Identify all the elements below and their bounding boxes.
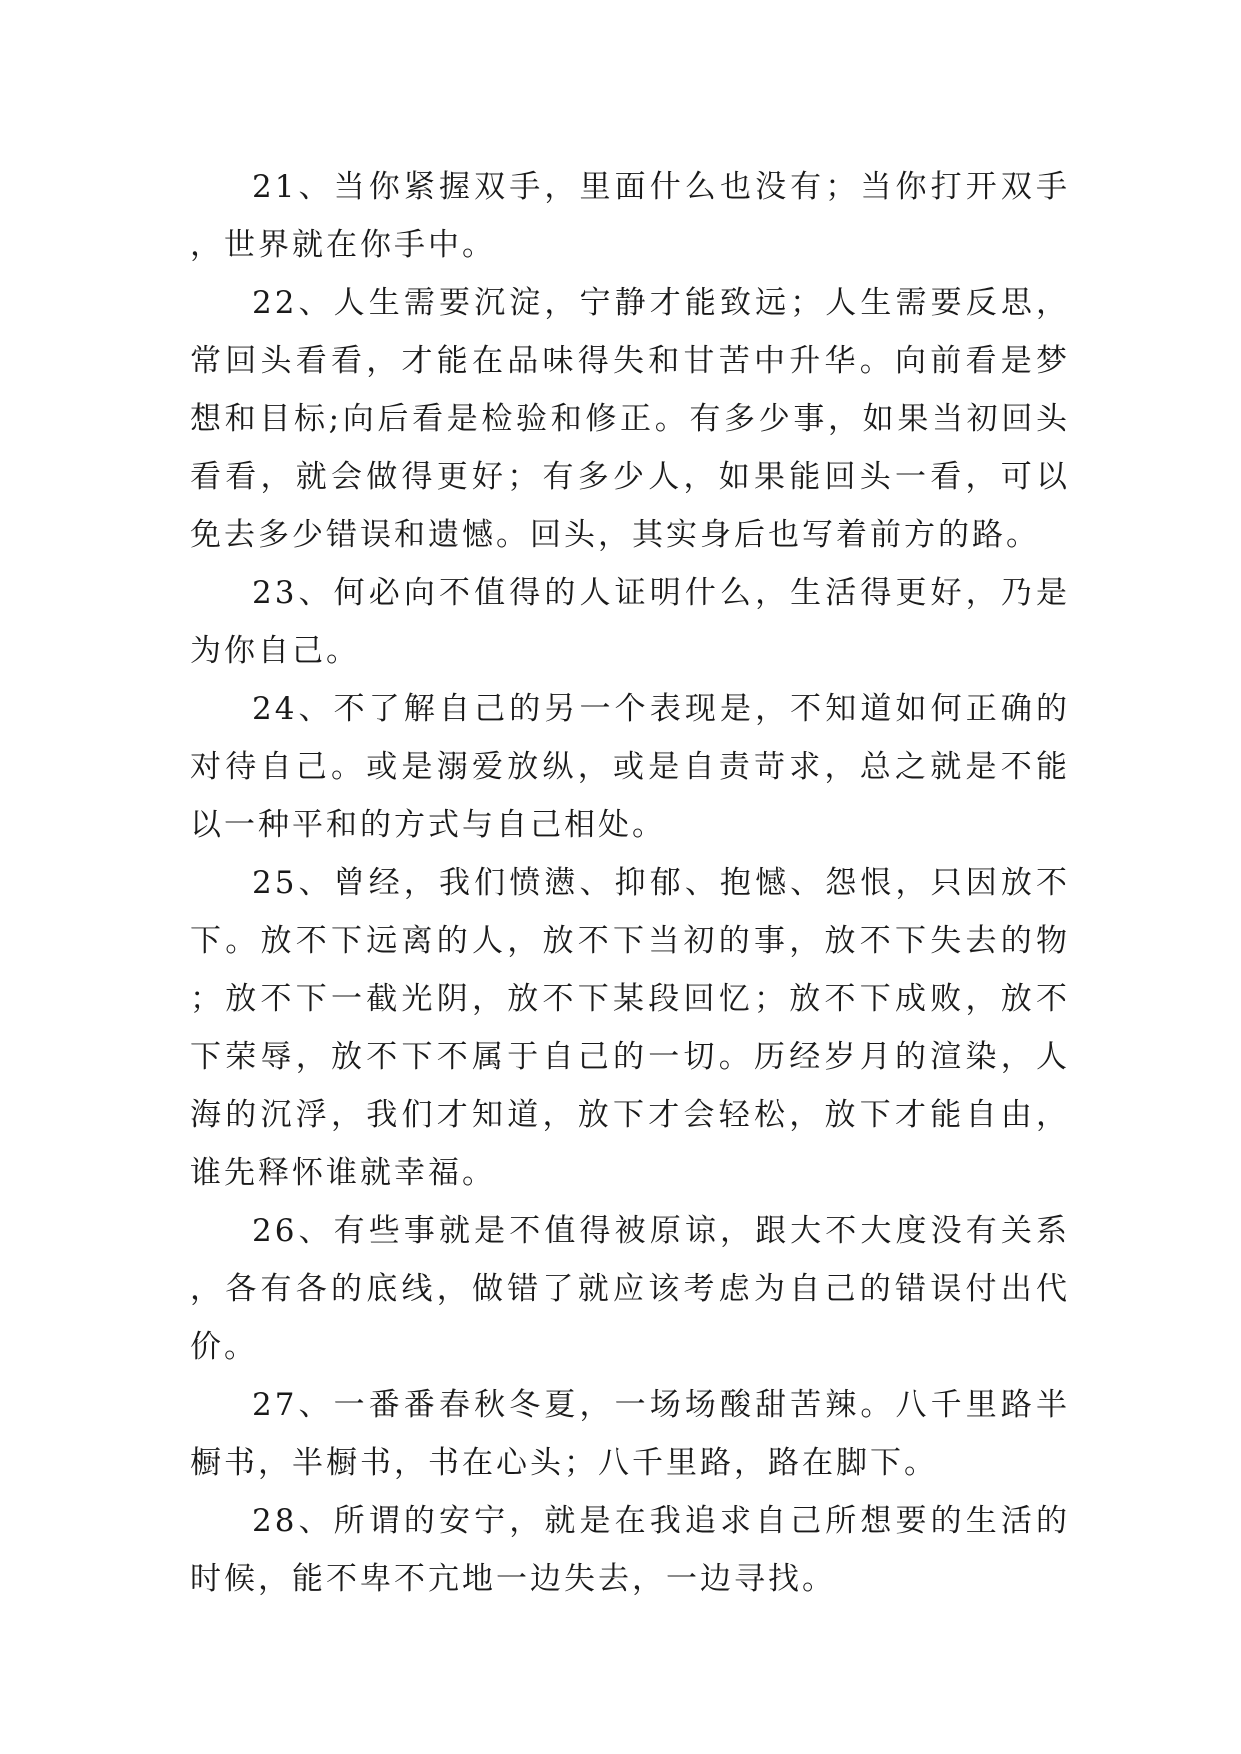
paragraph-28: 28、所谓的安宁，就是在我追求自己所想要的生活的时候，能不卑不亢地一边失去，一边寻找。	[190, 1503, 1070, 1597]
paragraph-26: 26、有些事就是不值得被原谅，跟大不大度没有关系，各有各的底线，做错了就应该考虑为自己的错误付出代价。	[190, 1213, 1070, 1365]
paragraph-25: 25、曾经，我们愤懑、抑郁、抱憾、怨恨，只因放不下。放不下远离的人，放不下当初的事，放不下失去的物；放不下一截光阴，放不下某段回忆；放不下成败，放不下荣辱，放不下不属于自己的一切。历经岁月的渲染，人海的沉浮，我们才知道，放下才会轻松，放下才能自由，谁先释怀谁就幸福。	[190, 865, 1070, 1191]
document-body	[190, 158, 1070, 1608]
paragraph-22: 22、人生需要沉淀，宁静才能致远；人生需要反思，常回头看看，才能在品味得失和甘苦中升华。向前看是梦想和目标;向后看是检验和修正。有多少事，如果当初回头看看，就会做得更好；有多少人，如果能回头一看，可以免去多少错误和遗憾。回头，其实身后也写着前方的路。	[190, 285, 1070, 553]
paragraph-27: 27、一番番春秋冬夏，一场场酸甜苦辣。八千里路半橱书，半橱书，书在心头；八千里路，路在脚下。	[190, 1387, 1070, 1481]
paragraph-21: 21、当你紧握双手，里面什么也没有；当你打开双手，世界就在你手中。	[190, 169, 1070, 263]
paragraph-24: 24、不了解自己的另一个表现是，不知道如何正确的对待自己。或是溺爱放纵，或是自责苛求，总之就是不能以一种平和的方式与自己相处。	[190, 691, 1070, 843]
paragraph-23: 23、何必向不值得的人证明什么，生活得更好，乃是为你自己。	[190, 575, 1070, 669]
